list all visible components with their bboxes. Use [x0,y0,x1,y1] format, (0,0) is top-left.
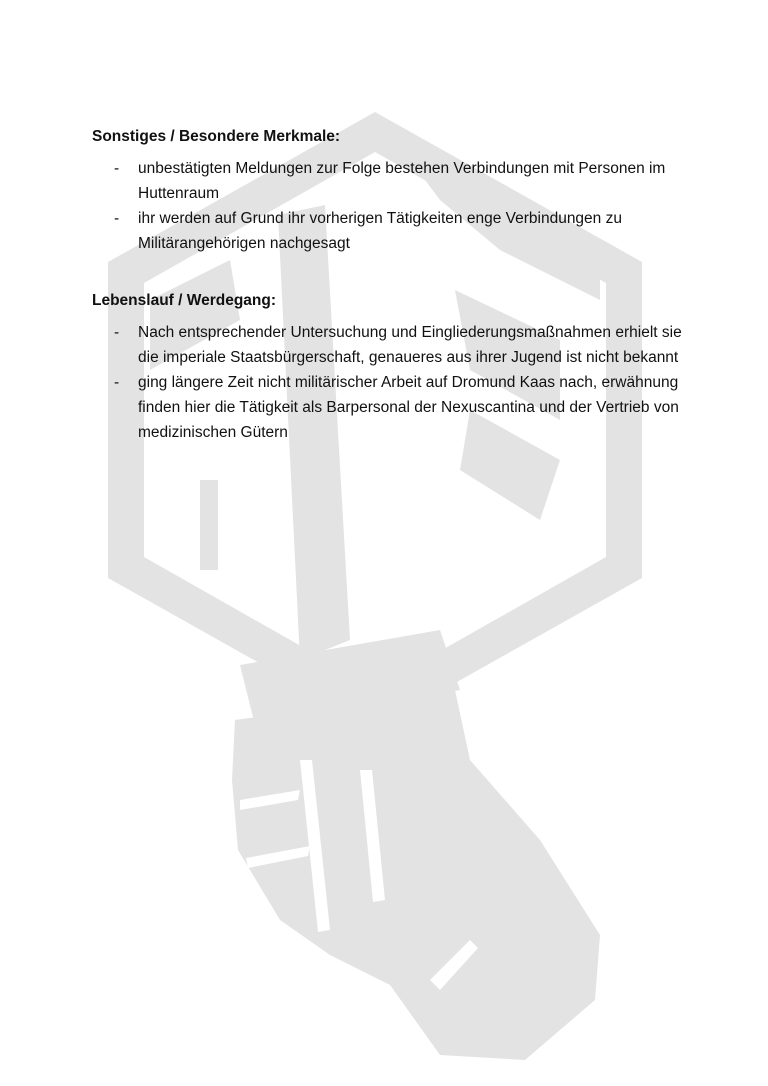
bullet-marker: - [114,210,120,227]
section-title: Lebenslauf / Werdegang: [92,292,277,309]
list-item-text: Nach entsprechender Untersuchung und Eingliederungsmaßnahmen erhielt sie die imperiale Staatsbürgerschaft, genaueres aus ihrer Jugend ist nicht bekannt [138,324,682,366]
list-item [92,156,692,206]
section-lebenslauf [92,288,692,445]
bullet-marker: - [114,160,120,177]
list-item [92,206,692,256]
list-item-text: unbestätigten Meldungen zur Folge bestehen Verbindungen mit Personen im Huttenraum [138,160,666,202]
list-item-text: ging längere Zeit nicht militärischer Arbeit auf Dromund Kaas nach, erwähnung finden hier die Tätigkeit als Barpersonal der Nexuscantina und der Vertrieb von medizinischen Gütern [138,374,679,441]
bullet-list [92,156,692,256]
document-content [92,124,692,445]
bullet-marker: - [114,324,120,341]
list-item [92,320,692,370]
section-sonstiges [92,124,692,256]
section-title: Sonstiges / Besondere Merkmale: [92,128,341,145]
list-item [92,370,692,445]
bullet-list [92,320,692,445]
list-item-text: ihr werden auf Grund ihr vorherigen Tätigkeiten enge Verbindungen zu Militärangehörigen nachgesagt [138,210,622,252]
bullet-marker: - [114,374,120,391]
